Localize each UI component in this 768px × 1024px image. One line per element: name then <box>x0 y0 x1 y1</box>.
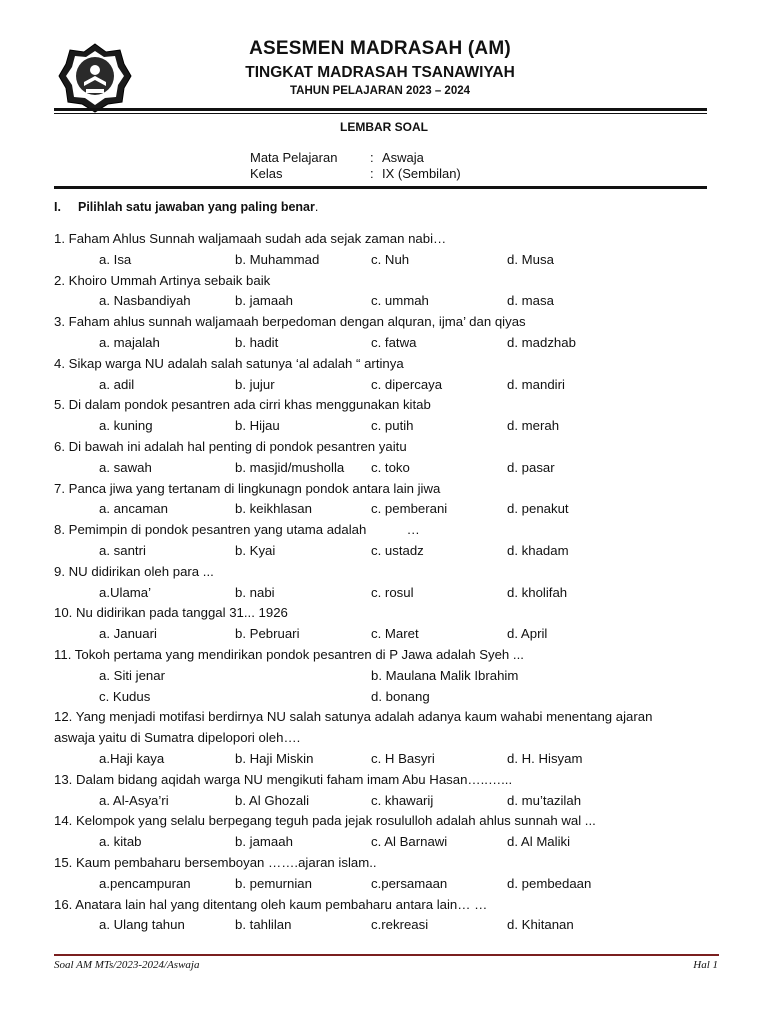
option-row <box>54 291 719 312</box>
question-text: 8. Pemimpin di pondok pesantren yang utama adalah … <box>54 522 420 538</box>
option-c[interactable]: c. Al Barnawi <box>371 834 448 850</box>
option-a[interactable]: a. majalah <box>99 334 160 350</box>
section-number: I. <box>54 200 61 214</box>
option-c[interactable]: c. Nuh <box>371 251 410 267</box>
question-text: 5. Di dalam pondok pesantren ada cirri khas menggunakan kitab <box>54 397 431 413</box>
option-b[interactable]: b. pemurnian <box>235 875 312 891</box>
option-c[interactable]: c. dipercaya <box>371 376 443 392</box>
option-row <box>54 624 719 645</box>
option-b[interactable]: b. jamaah <box>235 834 293 850</box>
meta-key: Mata Pelajaran <box>250 150 338 165</box>
sheet-title: LEMBAR SOAL <box>340 120 428 134</box>
option-row <box>54 791 719 812</box>
option-a[interactable]: a. Januari <box>99 626 157 642</box>
option-d[interactable]: d. pasar <box>507 459 555 475</box>
question-text: 3. Faham ahlus sunnah waljamaah berpedoman dengan alquran, ijma’ dan qiyas <box>54 314 526 330</box>
header-divider-thin <box>54 113 707 114</box>
option-d[interactable]: d. khadam <box>507 542 569 558</box>
option-b[interactable]: b. Hijau <box>235 418 280 434</box>
question-text: 9. NU didirikan oleh para ... <box>54 563 214 579</box>
academic-year: TAHUN PELAJARAN 2023 – 2024 <box>289 85 471 97</box>
option-a[interactable]: a. Nasbandiyah <box>99 293 191 309</box>
option-b[interactable]: b. Pebruari <box>235 626 300 642</box>
option-a[interactable]: a.Haji kaya <box>99 750 165 766</box>
option-d[interactable]: d. mu’tazilah <box>507 792 582 808</box>
option-b[interactable]: b. Al Ghozali <box>235 792 310 808</box>
option-c[interactable]: c. rosul <box>371 584 414 600</box>
option-row <box>54 687 719 708</box>
option-a[interactable]: a. Ulang tahun <box>99 917 185 933</box>
option-d[interactable]: d. mandiri <box>507 376 565 392</box>
option-c[interactable]: c. ustadz <box>371 542 424 558</box>
page-number: Hal 1 <box>693 959 718 971</box>
option-c[interactable]: c.persamaan <box>371 875 448 891</box>
option-row <box>54 250 719 271</box>
option-b[interactable]: b. Muhammad <box>235 251 320 267</box>
option-d[interactable]: d. masa <box>507 293 554 309</box>
option-d[interactable]: d. merah <box>507 418 560 434</box>
question-text: 1. Faham Ahlus Sunnah waljamaah sudah ada sejak zaman nabi… <box>54 231 447 246</box>
option-c[interactable]: c. putih <box>371 418 414 434</box>
question-text: 4. Sikap warga NU adalah salah satunya ‘al adalah “ artinya <box>54 355 404 371</box>
option-d[interactable]: d. H. Hisyam <box>507 750 583 766</box>
option-row <box>54 416 719 437</box>
option-b[interactable]: b. nabi <box>235 584 275 600</box>
question-text: 14. Kelompok yang selalu berpegang teguh pada jejak rosululloh adalah ahlus sunnah wal ... <box>54 813 596 829</box>
option-d[interactable]: d. kholifah <box>507 584 568 600</box>
exam-title: ASESMEN MADRASAH (AM) <box>249 38 511 59</box>
option-d[interactable]: d. April <box>507 626 548 642</box>
option-b[interactable]: b. Kyai <box>235 542 276 558</box>
kemenag-logo-icon <box>58 42 132 114</box>
option-d[interactable]: d. bonang <box>371 688 430 704</box>
option-row <box>54 749 719 770</box>
instruction-text: Pilihlah satu jawaban yang paling benar <box>78 200 315 214</box>
question-text: 10. Nu didirikan pada tanggal 31... 1926 <box>54 605 288 621</box>
option-b[interactable]: b. jamaah <box>235 293 293 309</box>
option-a[interactable]: a. ancaman <box>99 501 168 517</box>
option-row <box>54 915 719 936</box>
option-a[interactable]: a. kuning <box>99 418 153 434</box>
option-b[interactable]: b. keikhlasan <box>235 501 312 517</box>
meta-value: IX (Sembilan) <box>382 166 461 181</box>
question-text: 7. Panca jiwa yang tertanam di lingkunagn pondok antara lain jiwa <box>54 480 441 496</box>
option-c[interactable]: c. toko <box>371 459 410 475</box>
option-b[interactable]: b. jujur <box>235 376 275 392</box>
option-c[interactable]: c. ummah <box>371 293 429 309</box>
question-text: 15. Kaum pembaharu bersemboyan …….ajaran islam.. <box>54 854 377 870</box>
option-a[interactable]: a. santri <box>99 542 146 558</box>
header-divider-thick <box>54 108 707 111</box>
option-a[interactable]: a. sawah <box>99 459 152 475</box>
option-a[interactable]: a.Ulama’ <box>99 584 152 600</box>
question-text: 2. Khoiro Ummah Artinya sebaik baik <box>54 272 271 288</box>
option-a[interactable]: a. kitab <box>99 834 142 850</box>
footer-divider <box>54 954 719 956</box>
option-c[interactable]: c. H Basyri <box>371 750 435 766</box>
option-row <box>54 583 719 604</box>
option-c[interactable]: c. khawarij <box>371 792 434 808</box>
option-c[interactable]: c. pemberani <box>371 501 448 517</box>
option-row <box>54 333 719 354</box>
meta-colon: : <box>370 150 374 165</box>
exam-subtitle: TINGKAT MADRASAH TSANAWIYAH <box>245 64 515 81</box>
option-row <box>54 375 719 396</box>
option-c[interactable]: c. fatwa <box>371 334 417 350</box>
question-text: 6. Di bawah ini adalah hal penting di pondok pesantren yaitu <box>54 438 407 454</box>
footer-document-code: Soal AM MTs/2023-2024/Aswaja <box>54 959 200 971</box>
meta-divider <box>54 186 707 189</box>
option-b[interactable]: b. masjid/musholla <box>235 459 345 475</box>
option-c[interactable]: c.rekreasi <box>371 917 429 933</box>
option-b[interactable]: b. tahlilan <box>235 917 292 933</box>
option-d[interactable]: d. Musa <box>507 251 554 267</box>
question-text: 16. Anatara lain hal yang ditentang oleh kaum pembaharu antara lain… … <box>54 896 488 912</box>
meta-value: Aswaja <box>382 150 424 165</box>
question-text: 11. Tokoh pertama yang mendirikan pondok pesantren di P Jawa adalah Syeh ... <box>54 646 524 662</box>
option-d[interactable]: d. Al Maliki <box>507 834 571 850</box>
option-row <box>54 874 719 895</box>
option-d[interactable]: d. pembedaan <box>507 875 592 891</box>
option-d[interactable]: d. madzhab <box>507 334 576 350</box>
option-b[interactable]: b. Maulana Malik Ibrahim <box>371 667 519 683</box>
option-a[interactable]: a. Siti jenar <box>99 667 165 683</box>
meta-colon: : <box>370 166 374 181</box>
option-d[interactable]: d. Khitanan <box>507 917 574 933</box>
option-a[interactable]: a.pencampuran <box>99 875 191 891</box>
question-text-continued: aswaja yaitu di Sumatra dipelopori oleh…. <box>54 730 301 746</box>
question-list <box>54 229 719 936</box>
option-row <box>54 832 719 853</box>
instruction-period: . <box>314 200 319 214</box>
option-b[interactable]: b. Haji Miskin <box>235 750 314 766</box>
question-text: 13. Dalam bidang aqidah warga NU mengikuti faham imam Abu Hasan…..…... <box>54 771 513 787</box>
option-row <box>54 458 719 479</box>
option-row <box>54 499 719 520</box>
meta-key: Kelas <box>250 166 283 181</box>
option-a[interactable]: a. Al-Asya’ri <box>99 792 169 808</box>
option-d[interactable]: d. penakut <box>507 501 569 517</box>
option-a[interactable]: a. Isa <box>99 251 132 267</box>
option-c[interactable]: c. Kudus <box>99 688 151 704</box>
section-instruction <box>54 200 318 214</box>
question-text: 12. Yang menjadi motifasi berdirnya NU salah satunya adalah adanya kaum wahabi menentang ajaran <box>54 709 653 725</box>
option-a[interactable]: a. adil <box>99 376 135 392</box>
option-row <box>54 541 719 562</box>
option-c[interactable]: c. Maret <box>371 626 419 642</box>
option-b[interactable]: b. hadit <box>235 334 279 350</box>
option-row <box>54 666 719 687</box>
